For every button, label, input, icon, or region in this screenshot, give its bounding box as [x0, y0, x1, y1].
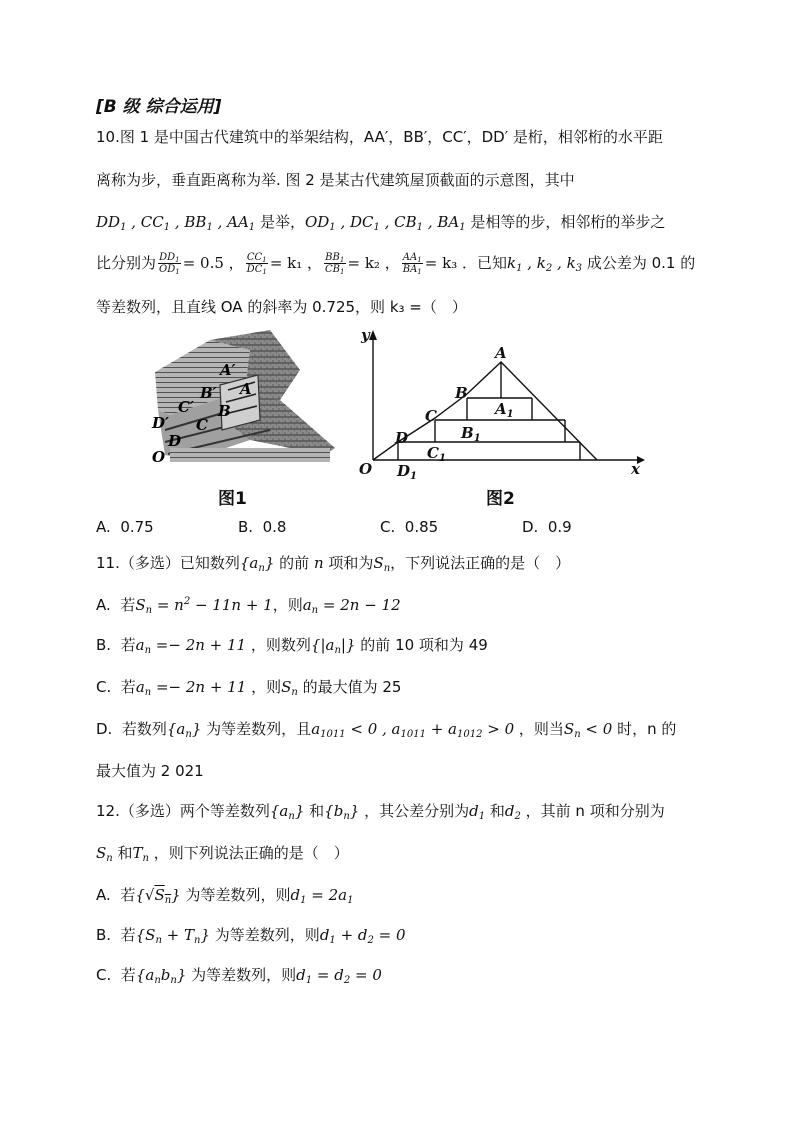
figure1-caption: 图1: [218, 489, 247, 509]
q10-line1-text: 10.图 1 是中国古代建筑中的举架结构，AA′，BB′，CC′，DD′ 是桁，相邻桁的水平距: [96, 128, 663, 146]
q11-stem: 11.（多选）已知数列$\{a_n\}$ 的前 n 项和为$S_n$，下列说法正确的是（ ）: [96, 554, 571, 574]
q12-stem: 12.（多选）两个等差数列$\{a_n\}$ 和$\{b_n\}$ ，其公差分别为$d_1$ 和$d_2$ ，其前 n 项和分别为: [96, 802, 665, 822]
fig1-label-a-prime: A′: [220, 361, 236, 379]
q11-option-b: B. 若$a_n =- 2n + 11$ ，则数列$\{|a_n|\}$ 的前 10 项和为 49: [96, 636, 488, 656]
fig2-label-d: D: [395, 429, 409, 447]
q10-line3: $DD_1$ , $CC_1$ , $BB_1$ , $AA_1$ 是举，$OD_1$ , $DC_1$ , $CB_1$ , $BA_1$ 是相等的步，相邻桁的举步之: [96, 213, 666, 233]
frac-cc1-dc1: $\frac{CC_1}{DC_1}$: [246, 252, 267, 276]
q10-k3: = k₃: [424, 254, 458, 272]
q10-line4-post: ．已知: [462, 254, 508, 272]
q12-stem-line2: $S_n$ 和$T_n$ ，则下列说法正确的是（ ）: [96, 844, 349, 864]
q11-option-d: D. 若数列$\{a_n\}$ 为等差数列，且$a_{1011} < 0$ , $a_{1011} + a_{1012} > 0$ ，则当$S_n < 0$ 时，n 的: [96, 720, 677, 740]
q12-option-a: A. 若$\{√S_n\}$ 为等差数列，则$d_1 = 2a_1$: [96, 886, 354, 906]
fig1-label-a: A: [240, 380, 252, 398]
fig1-label-d-prime: D′: [152, 414, 169, 432]
q12-option-c: C. 若$\{a_nb_n\}$ 为等差数列，则$d_1 = d_2 = 0$: [96, 966, 382, 986]
fig2-label-a: A: [495, 344, 507, 362]
fig2-label-x: x: [631, 460, 640, 478]
q10-choice-a: A. 0.75: [96, 518, 154, 536]
fig2-label-b: B: [455, 384, 468, 402]
q10-line3-ju: 是举，: [259, 213, 305, 231]
frac-bb1-cb1: $\frac{BB_1}{CB_1}$: [325, 252, 345, 276]
fig1-label-d: D: [168, 432, 182, 450]
q10-choice-b: B. 0.8: [238, 518, 287, 536]
fig1-label-b: B: [218, 402, 231, 420]
q10-choice-d: D. 0.9: [522, 518, 572, 536]
q12-option-b: B. 若$\{S_n + T_n\}$ 为等差数列，则$d_1 + d_2 = 0$: [96, 926, 406, 946]
frac-dd1-od1: $\frac{DD_1}{OD_1}$: [159, 252, 180, 276]
q10-line4-tail: 成公差为 0.1 的: [586, 254, 696, 272]
q11-option-d-line2: 最大值为 2 021: [96, 762, 204, 780]
q10-line3-bu: 是相等的步，相邻桁的举步之: [470, 213, 666, 231]
q10-eq1: = 0.5 ，: [182, 254, 244, 272]
q10-line5: 等差数列，且直线 OA 的斜率为 0.725，则 k₃ =（ ）: [96, 298, 467, 316]
q10-choice-c: C. 0.85: [380, 518, 439, 536]
figure1-roof-photo: [150, 330, 340, 470]
q10-line2: 离称为步，垂直距离称为举. 图 2 是某古代建筑屋顶截面的示意图，其中: [96, 171, 575, 189]
fig2-label-y: y: [361, 326, 370, 344]
fig1-label-c: C: [196, 416, 208, 434]
fig2-label-o: O: [359, 460, 373, 478]
q10-line4: 比分别为 $\frac{DD_1}{OD_1}$ = 0.5 ， $\frac{CC_1}{DC_1}$ = k₁ ， $\frac{BB_1}{CB_1}$ = k₂ ， $\frac{AA_1}{BA_1}$ = k₃ ．已知$k_1$ , $k_2$ , $k_3$ 成公差为 0.1 的: [96, 252, 696, 276]
frac-aa1-ba1: $\frac{AA_1}{BA_1}$: [402, 252, 422, 276]
fig2-label-a1: $A_1$: [495, 400, 514, 420]
q10-line1: [96, 126, 663, 148]
fig1-label-o: O: [152, 448, 166, 466]
fig2-label-c1: $C_1$: [427, 444, 446, 464]
q10-line4-pre: 比分别为: [96, 254, 157, 272]
fig2-label-d1: $D_1$: [397, 462, 417, 482]
q10-k1: = k₁ ，: [269, 254, 323, 272]
q10-k2: = k₂ ，: [347, 254, 400, 272]
figure2-caption: 图2: [486, 489, 515, 509]
figure2-diagram: [355, 322, 655, 482]
fig2-label-b1: $B_1$: [461, 424, 481, 444]
fig1-label-c-prime: C′: [178, 398, 194, 416]
fig1-label-b-prime: B′: [200, 384, 217, 402]
fig2-label-c: C: [425, 407, 437, 425]
section-title: [B 级 综合运用]: [96, 97, 222, 117]
q11-option-c: C. 若$a_n =- 2n + 11$ ，则$S_n$ 的最大值为 25: [96, 678, 402, 698]
q11-option-a: A. 若$S_n = n^2 - 11n + 1$，则$a_n = 2n - 12$: [96, 596, 401, 616]
